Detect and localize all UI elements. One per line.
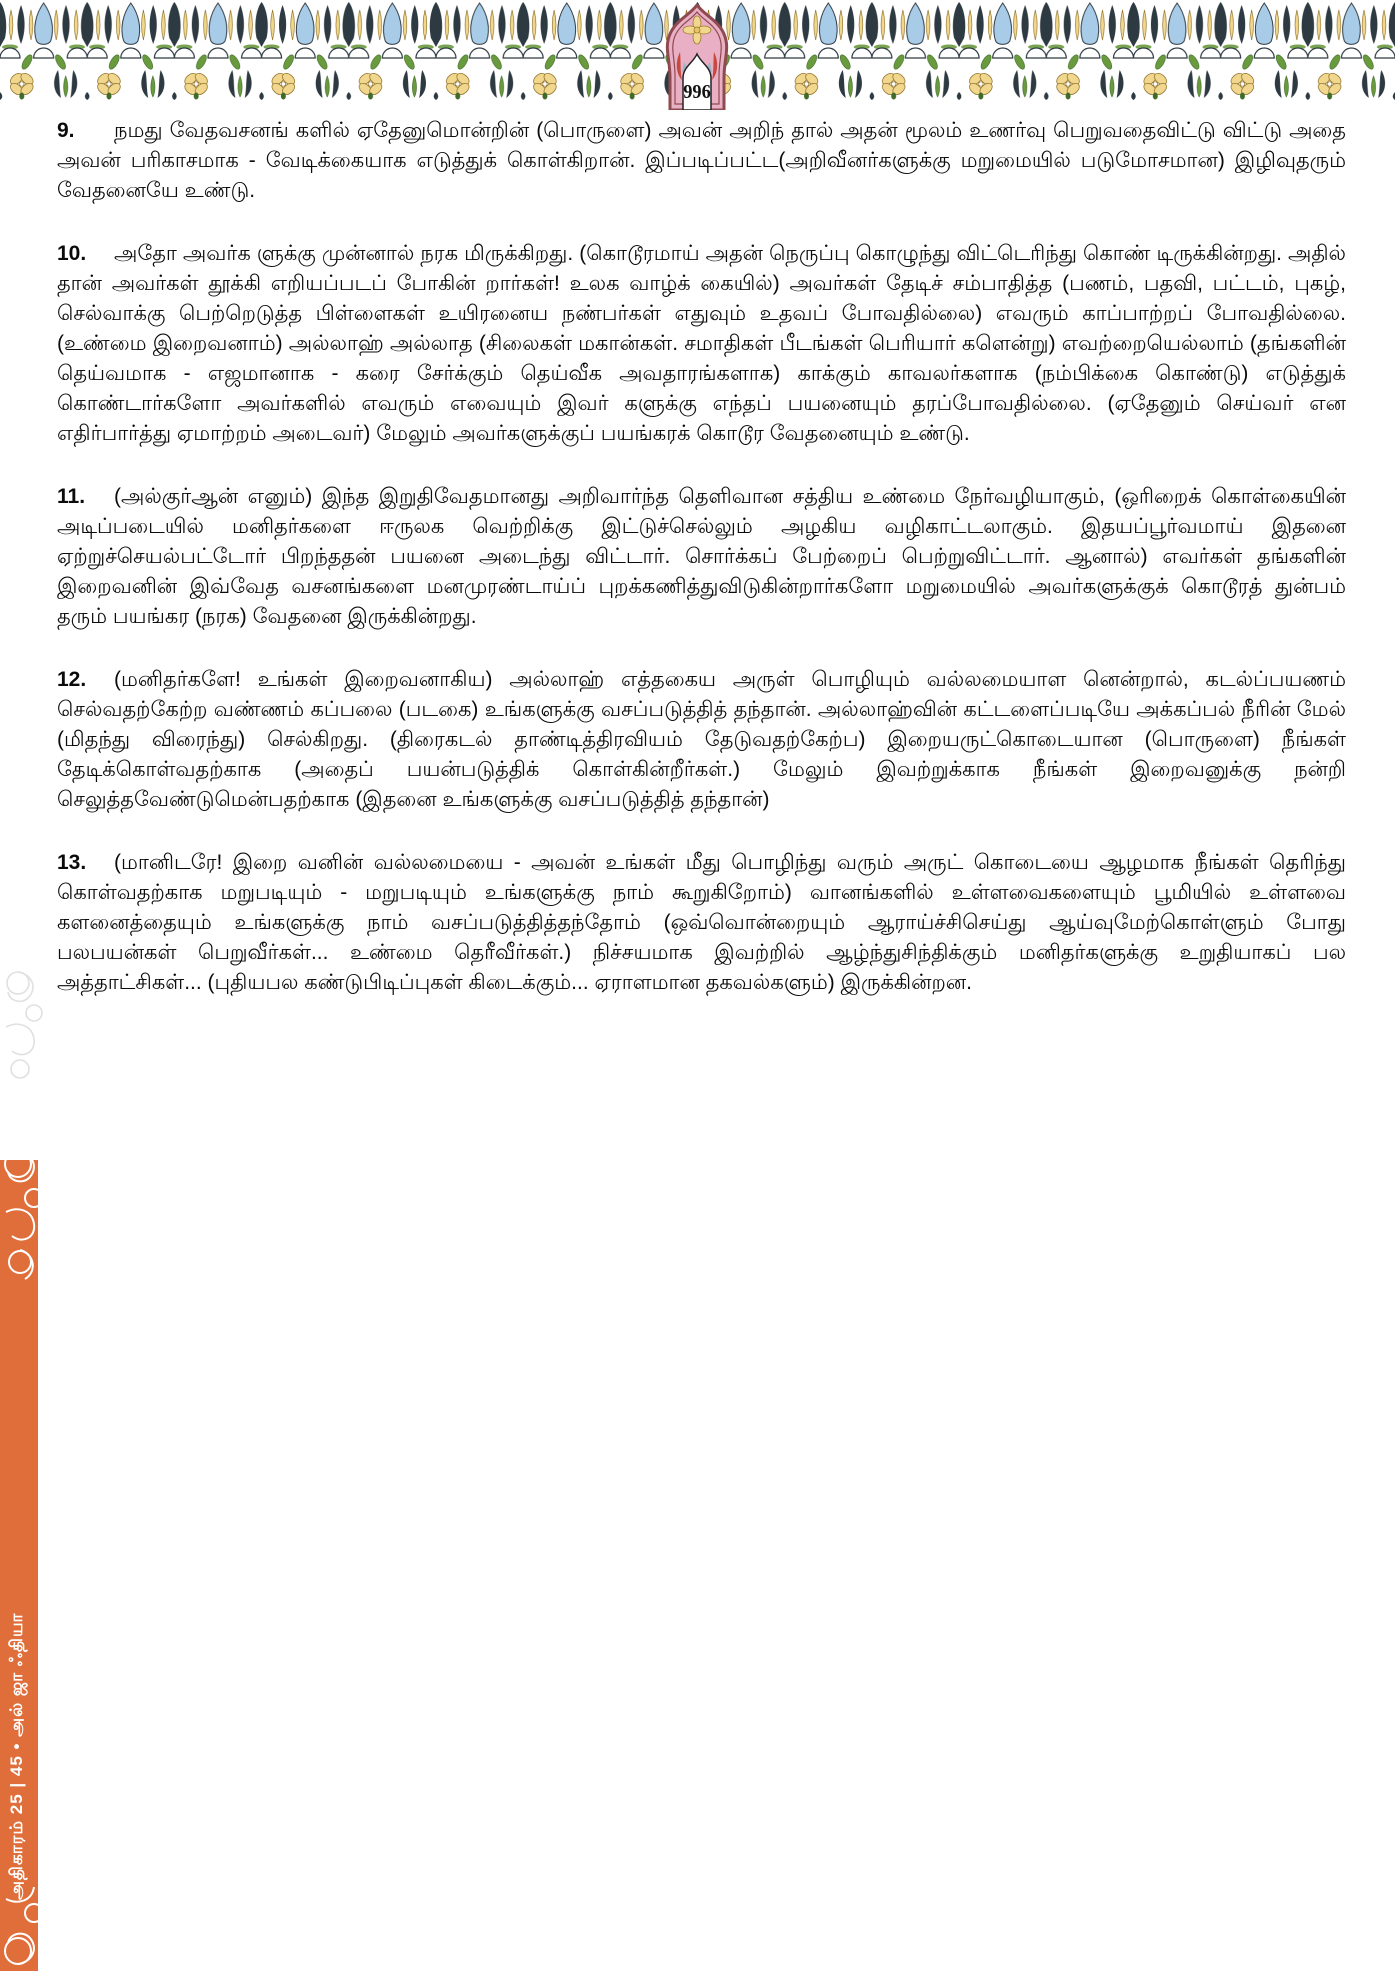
verse-paragraph xyxy=(57,116,1346,206)
chapter-label: அதிகாரம் 25 | 45 • அல் ஜா ஃதியா xyxy=(7,1612,26,1900)
verse-number: 9. xyxy=(57,119,75,142)
verse-paragraph xyxy=(57,665,1346,815)
verse-text: (அல்குர்ஆன் எனும்) இந்த இறுதிவேதமானது அறிவார்ந்த தெளிவான சத்திய உண்மை நேர்வழியாகும், (ஒரிறைக் கொள்கையின் அடிப்படையில் மனிதர்களை ஈருலக வெற்றிக்கு இட்டுச்செல்லும் அழகிய வழிகாட்டலாகும். இதயப்பூர்வமாய் இதனை ஏற்றுச்செயல்பட்டோர் பிறந்ததன் பயனை அடைந்து விட்டார். சொர்க்கப் பேற்றைப் பெற்றுவிட்டார். ஆனால்) எவர்கள் தங்களின் இறைவனின் இவ்வேத வசனங்களை மனமுரண்டாய்ப் புறக்கணித்துவிடுகின்றார்களோ மறுமையில் அவர்களுக்குக் கொடூரத் துன்பம் தரும் பயங்கர (நரக) வேதனை இருக்கின்றது. xyxy=(57,485,1346,628)
verse-number: 11. xyxy=(57,485,86,508)
verse-paragraph xyxy=(57,482,1346,632)
verse-text: நமது வேதவசனங் களில் ஏதேனுமொன்றின் (பொருளை) அவன் அறிந் தால் அதன் மூலம் உணர்வு பெறுவதைவிட்டு விட்டு அதை அவன் பரிகாசமாக - வேடிக்கையாக எடுத்துக் கொள்கிறான். இப்படிப்பட்ட(அறிவீனர்களுக்கு மறுமையில் படுமோசமான) இழிவுதரும் வேதனையே உண்டு. xyxy=(57,119,1346,202)
verse-text: (மனிதர்களே! உங்கள் இறைவனாகிய) அல்லாஹ் எத்தகைய அருள் பொழியும் வல்லமையாள னென்றால், கடல்ப்பயணம் செல்வதற்கேற்ற வண்ணம் கப்பலை (படகை) உங்களுக்கு வசப்படுத்தித் தந்தான். அல்லாஹ்வின் கட்டளைப்படியே அக்கப்பல் நீரின் மேல் (மிதந்து விரைந்து) செல்கிறது. (திரைகடல் தாண்டித்திரவியம் தேடுவதற்கேற்ப) இறையருட்கொடையான (பொருளை) நீங்கள் தேடிக்கொள்வதற்காக (அதைப் பயன்படுத்திக் கொள்கின்றீர்கள்.) மேலும் இவற்றுக்காக நீங்கள் இறைவனுக்கு நன்றி செலுத்தவேண்டுமென்பதற்காக (இதனை உங்களுக்கு வசப்படுத்தித் தந்தான்) xyxy=(57,668,1346,811)
verse-paragraph xyxy=(57,239,1346,449)
page-number-badge xyxy=(635,4,759,110)
verse-number: 10. xyxy=(57,242,87,265)
verse-number: 12. xyxy=(57,668,87,691)
verse-paragraph xyxy=(57,848,1346,998)
verse-content xyxy=(57,116,1346,1031)
verse-number: 13. xyxy=(57,851,87,874)
filigree-ornament-faint-icon xyxy=(0,965,52,1085)
verse-text: அதோ அவர்க ளுக்கு முன்னால் நரக மிருக்கிறது. (கொடூரமாய் அதன் நெருப்பு கொழுந்து விட்டெரிந்து கொண் டிருக்கின்றது. அதில் தான் அவர்கள் தூக்கி எறியப்படப் போகின் றார்கள்! உலக வாழ்க் கையில்) அவர்கள் தேடிச் சம்பாதித்த (பணம், பதவி, பட்டம், புகழ், செல்வாக்கு பெற்றெடுத்த பிள்ளைகள் உயிரனைய நண்பர்கள் எதுவும் உதவப் போவதில்லை) எவரும் காப்பாற்றப் போவதில்லை. (உண்மை இறைவனாம்) அல்லாஹ் அல்லாத (சிலைகள் மகான்கள். சமாதிகள் பீடங்கள் பெரியார் களென்று) எவற்றையெல்லாம் (தங்களின் தெய்வமாக - எஜமானாக - கரை சேர்க்கும் தெய்வீக அவதாரங்களாக) காக்கும் காவலர்களாக (நம்பிக்கை கொண்டு) எடுத்துக் கொண்டார்களோ அவர்களில் எவரும் எவையும் இவர் களுக்கு எந்தப் பயனையும் தரப்போவதில்லை. (ஏதேனும் செய்வர் என எதிர்பார்த்து ஏமாற்றம் அடைவர்) மேலும் அவர்களுக்குப் பயங்கரக் கொடூர வேதனையும் உண்டு. xyxy=(57,242,1346,445)
filigree-ornament-top-icon xyxy=(0,1142,50,1292)
page-number: 996 xyxy=(683,81,711,103)
verse-text: (மானிடரே! இறை வனின் வல்லமையை - அவன் உங்கள் மீது பொழிந்து வரும் அருட் கொடையை ஆழமாக நீங்கள் தெரிந்து கொள்வதற்காக மறுபடியும் - மறுபடியும் உங்களுக்கு நாம் கூறுகிறோம்) வானங்களில் உள்ளவைகளையும் பூமியில் உள்ளவை களனைத்தையும் உங்களுக்கு நாம் வசப்படுத்தித்தந்தோம் (ஒவ்வொன்றையும் ஆராய்ச்சிசெய்து ஆய்வுமேற்கொள்ளும் போது பலபயன்கள் பெறுவீர்கள்... உண்மை தெரீவீர்கள்.) நிச்சயமாக இவற்றில் ஆழ்ந்துசிந்திக்கும் மனிதர்களுக்கு உறுதியாகப் பல அத்தாட்சிகள்... (புதியபல கண்டுபிடிப்புகள் கிடைக்கும்... ஏராளமான தகவல்களும்) இருக்கின்றன. xyxy=(57,851,1346,994)
